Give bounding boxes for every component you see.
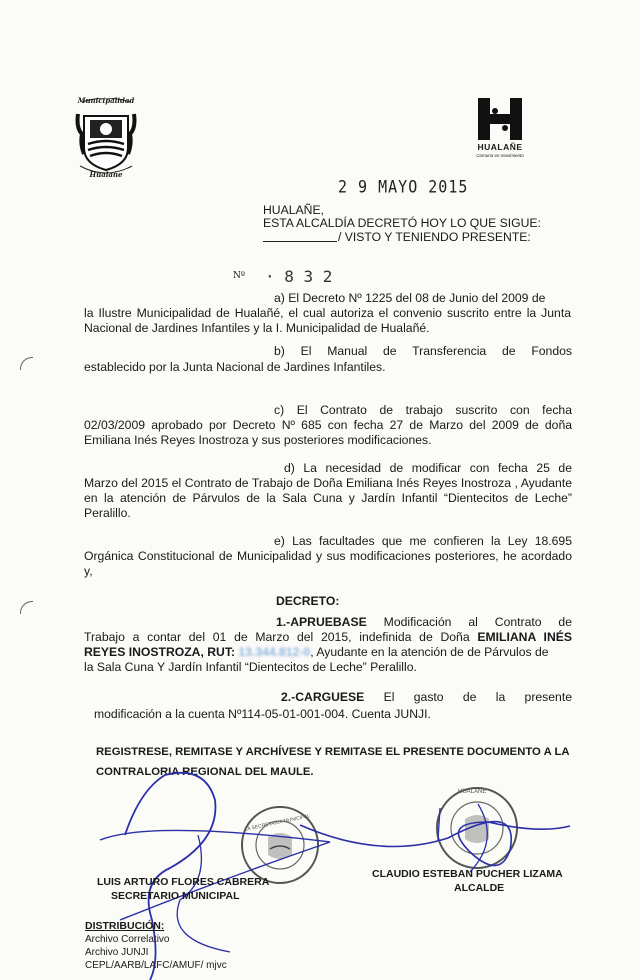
decreto-heading: DECRETO: (276, 594, 340, 608)
seal-icon (432, 783, 522, 873)
closing-line-1: REGISTRESE, REMITASE Y ARCHÍVESE Y REMITASE EL PRESENTE DOCUMENTO A LA (96, 746, 570, 758)
intro-city: HUALAÑE, (263, 203, 324, 217)
carguese-label: 2.-CARGUESE (281, 690, 365, 704)
decreto-item2-first (281, 690, 572, 705)
decree-number-prefix: Nº (233, 271, 246, 281)
decreto-item1-line3 (84, 645, 572, 660)
seal-lettering-mayor: HUALAÑE (458, 789, 487, 795)
margin-mark (20, 601, 33, 614)
brand-name: HUALAÑE (477, 142, 523, 152)
item1-line3-text: , Ayudante en la atención de de Párvulos de (310, 645, 549, 659)
secretary-name: LUIS ARTURO FLORES CABRERA (97, 876, 270, 888)
intro-blank-line (263, 241, 337, 242)
mayor-name: CLAUDIO ESTEBAN PUCHER LIZAMA (372, 868, 563, 880)
h-logo-icon (470, 96, 530, 142)
item1-line2-text: Trabajo a contar del 01 de Marzo del 2015, indefinida de Doña (84, 630, 478, 644)
visto-a-first: a) El Decreto Nº 1225 del 08 de Junio del 2009 de (274, 291, 546, 305)
visto-b-first: b) El Manual de Transferencia de Fondos (274, 344, 572, 358)
margin-mark (20, 357, 33, 370)
mayor-title: ALCALDE (454, 882, 505, 894)
closing-line-2: CONTRALORIA REGIONAL DEL MAULE. (96, 766, 314, 778)
distribution-heading: DISTRIBUCIÓN: (85, 920, 165, 932)
rut-redacted: 13.344.812-0 (238, 645, 311, 659)
decreto-item1-line2 (84, 630, 572, 645)
intro-visto: / VISTO Y TENIENDO PRESENTE: (338, 230, 531, 244)
seal-lettering-secretary: LA SECRETARIA MUNICIPAL (244, 813, 311, 833)
crest-icon (74, 98, 138, 180)
apruebase-text: Modificación al Contrato de (366, 615, 572, 629)
crest-bottom-lettering: Hualañe (89, 170, 123, 179)
distribution-item: Archivo Correlativo (85, 934, 170, 945)
visto-d-body: Marzo del 2015 el Contrato de Trabajo de Doña Emiliana Inés Reyes Inostroza , Ayudante en la atención de Párvulos de la Sala Cuna y Jardín Infantil “Dientecitos de Leche” Peralillo. (84, 476, 572, 520)
decreto-item1-line4: la Sala Cuna Y Jardín Infantil “Dientecitos de Leche” Peralillo. (84, 660, 417, 674)
distribution-item: Archivo JUNJI (85, 947, 149, 958)
visto-a-body: la Ilustre Municipalidad de Hualañé, el cual autoriza el convenio suscrito entre la Junta Nacional de Jardines Infantiles y la I. Municipalidad de Hualañé. (84, 306, 571, 335)
brand-tagline: Comuna en movimiento (476, 153, 524, 158)
beneficiary-name-1: EMILIANA INÉS (477, 630, 573, 644)
intro-decree-line: ESTA ALCALDÍA DECRETÓ HOY LO QUE SIGUE: (263, 216, 541, 230)
distribution-item: CEPL/AARB/LAFC/AMUF/ mjvc (85, 960, 227, 971)
visto-e-body: Orgánica Constitucional de Municipalidad y sus modificaciones posteriores, he acordado y, (84, 549, 572, 578)
decreto-item1-first (276, 615, 572, 630)
date-stamp: 2 9 MAYO 2015 (338, 176, 469, 198)
visto-c-body: 02/03/2009 aprobado por Decreto Nº 685 con fecha 27 de Marzo del 2009 de doña Emiliana Inés Reyes Inostroza y sus posteriores modificaciones. (84, 418, 572, 447)
carguese-text: El gasto de la presente (364, 690, 572, 704)
decree-number: · 8 3 2 (265, 267, 333, 286)
visto-e-first: e) Las facultades que me confieren la Ley 18.695 (274, 534, 572, 548)
apruebase-label: 1.-APRUEBASE (276, 615, 367, 629)
crest-top-lettering: Municipalidad (77, 96, 135, 105)
decreto-item2-body: modificación a la cuenta Nº114-05-01-001-004. Cuenta JUNJI. (94, 707, 431, 721)
mayor-seal (432, 783, 522, 873)
beneficiary-name-2: REYES INOSTROZA, RUT: (84, 645, 235, 659)
visto-d-first: d) La necesidad de modificar con fecha 25 de (284, 461, 572, 475)
visto-b-body: establecido por la Junta Nacional de Jardines Infantiles. (84, 360, 386, 374)
visto-c-first: c) El Contrato de trabajo suscrito con fecha (274, 403, 572, 417)
municipal-crest-logo (74, 98, 138, 180)
secretary-title: SECRETARIO MUNICIPAL (111, 890, 240, 902)
